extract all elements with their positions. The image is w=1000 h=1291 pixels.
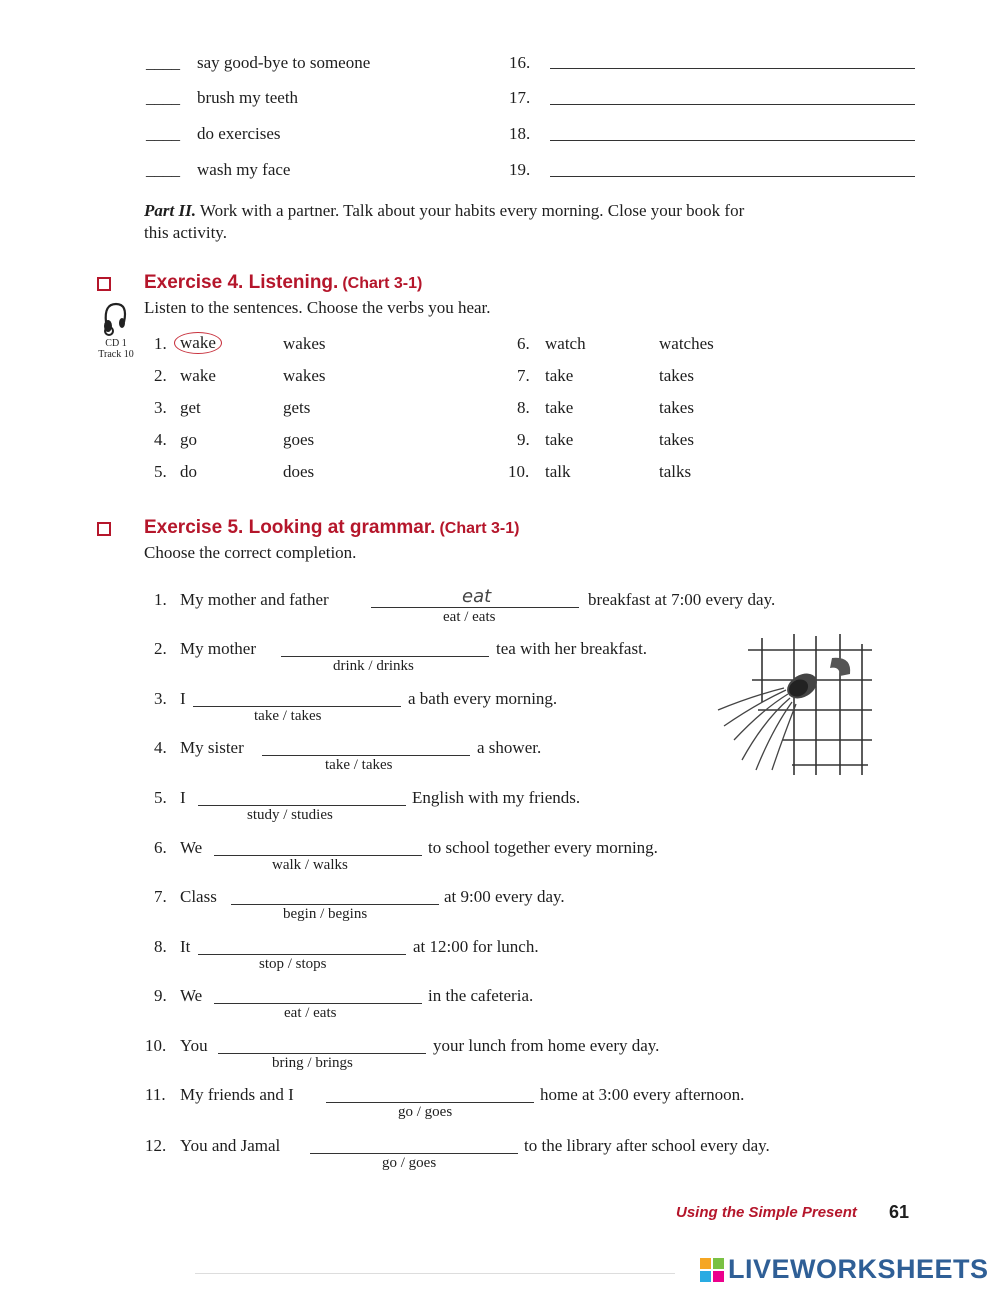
ex4-choice-a[interactable]: do <box>180 462 197 481</box>
ex4-choice-a[interactable]: take <box>545 366 574 385</box>
ex5-item-pre: We <box>180 838 203 857</box>
exercise4-title: Exercise 4. Listening. <box>144 272 339 293</box>
ex5-item-pre: I <box>180 788 186 807</box>
ex5-item-pre: You <box>180 1036 208 1055</box>
track-label: Track 10 <box>98 349 134 360</box>
ex5-item-post: at 12:00 for lunch. <box>413 937 539 956</box>
ex5-item-post: English with my friends. <box>412 788 581 807</box>
page-number: 61 <box>889 1202 910 1222</box>
ex5-hint: eat / eats <box>284 1005 337 1021</box>
ex4-choice-a[interactable]: watch <box>545 334 586 353</box>
ex5-item-post: at 9:00 every day. <box>444 887 565 906</box>
ex4-choice-b[interactable]: does <box>283 462 315 481</box>
ex5-answer[interactable]: eat <box>462 586 492 607</box>
exercise5-checkbox <box>97 522 111 536</box>
part1-item-text: wash my face <box>197 160 291 179</box>
ex5-answer-line[interactable] <box>214 855 422 856</box>
ex4-item-num: 4. <box>154 430 167 449</box>
exercise5-chart-ref: (Chart 3-1) <box>439 520 520 537</box>
exercise5-title: Exercise 5. Looking at grammar. <box>144 517 436 538</box>
ex5-item-pre: Class <box>180 887 217 906</box>
ex5-item-post: breakfast at 7:00 every day. <box>588 590 776 609</box>
ex5-hint: stop / stops <box>259 956 327 972</box>
ex5-item-pre: My sister <box>180 738 244 757</box>
divider <box>195 1273 675 1274</box>
ex4-item-num: 8. <box>517 398 530 417</box>
ex5-hint: take / takes <box>325 757 393 773</box>
ex4-item-num: 10. <box>508 462 530 481</box>
ex5-item-post: tea with her breakfast. <box>496 639 648 658</box>
ex4-choice-b[interactable]: wakes <box>283 366 326 385</box>
part1-blank[interactable]: ____ <box>146 124 180 143</box>
part1-item-num: 18. <box>509 124 531 143</box>
ex5-item-num: 8. <box>154 937 167 956</box>
ex5-hint: begin / begins <box>283 906 368 922</box>
ex5-item-pre: My friends and I <box>180 1085 294 1104</box>
ex5-answer-line[interactable] <box>371 607 579 608</box>
ex5-answer-line[interactable] <box>218 1053 426 1054</box>
cd-label: CD 1 <box>105 338 127 349</box>
ex5-item-num: 7. <box>154 887 167 906</box>
ex4-choice-a[interactable]: talk <box>545 462 571 481</box>
ex4-choice-b[interactable]: goes <box>283 430 315 449</box>
selected-answer: wake <box>174 332 222 354</box>
ex4-choice-b[interactable]: takes <box>659 430 694 449</box>
part1-item-num: 19. <box>509 160 531 179</box>
answer-line[interactable] <box>550 140 915 141</box>
part1-blank[interactable]: ____ <box>146 53 180 72</box>
ex5-item-pre: It <box>180 937 191 956</box>
ex5-item-num: 5. <box>154 788 167 807</box>
logo-square <box>700 1271 711 1282</box>
ex5-hint: take / takes <box>254 708 322 724</box>
ex5-item-post: to school together every morning. <box>428 838 658 857</box>
exercise4-checkbox <box>97 277 111 291</box>
ex4-choice-b[interactable]: gets <box>283 398 311 417</box>
ex4-item-num: 2. <box>154 366 167 385</box>
part1-blank[interactable]: ____ <box>146 160 180 179</box>
ex5-item-post: a shower. <box>477 738 542 757</box>
logo-square <box>713 1258 724 1269</box>
ex4-choice-b[interactable]: talks <box>659 462 692 481</box>
ex4-choice-a[interactable]: take <box>545 398 574 417</box>
shower-illustration <box>712 630 872 780</box>
ex5-answer-line[interactable] <box>262 755 470 756</box>
ex5-item-num: 10. <box>145 1036 167 1055</box>
ex5-hint: walk / walks <box>272 857 348 873</box>
ex5-answer-line[interactable] <box>214 1003 422 1004</box>
ex5-item-num: 1. <box>154 590 167 609</box>
ex5-item-post: home at 3:00 every afternoon. <box>540 1085 745 1104</box>
part2-label: Part II. <box>144 201 196 220</box>
part2-text: Work with a partner. Talk about your habits every morning. Close your book for <box>199 201 745 220</box>
ex5-answer-line[interactable] <box>310 1153 518 1154</box>
ex4-choice-a-selected[interactable] <box>178 332 222 354</box>
ex5-hint: go / goes <box>398 1104 453 1120</box>
ex5-answer-line[interactable] <box>193 706 401 707</box>
ex4-item-num: 5. <box>154 462 167 481</box>
ex5-item-num: 6. <box>154 838 167 857</box>
part1-item-text: say good-bye to someone <box>197 53 371 72</box>
ex4-choice-b[interactable]: takes <box>659 366 694 385</box>
ex5-answer-line[interactable] <box>326 1102 534 1103</box>
part1-item-text: do exercises <box>197 124 281 143</box>
answer-line[interactable] <box>550 68 915 69</box>
ex4-choice-b[interactable]: takes <box>659 398 694 417</box>
answer-line[interactable] <box>550 104 915 105</box>
ex4-choice-a[interactable]: go <box>180 430 197 449</box>
ex5-item-pre: My mother <box>180 639 257 658</box>
ex5-item-num: 12. <box>145 1136 167 1155</box>
ex5-item-post: in the cafeteria. <box>428 986 534 1005</box>
ex5-item-num: 4. <box>154 738 167 757</box>
ex5-item-pre: You and Jamal <box>180 1136 281 1155</box>
ex5-item-post: a bath every morning. <box>408 689 558 708</box>
ex5-item-post: your lunch from home every day. <box>433 1036 660 1055</box>
ex5-hint: study / studies <box>247 807 333 823</box>
ex4-choice-a[interactable]: get <box>180 398 201 417</box>
ex4-item-num: 7. <box>517 366 530 385</box>
ex4-item-num: 9. <box>517 430 530 449</box>
ex5-item-pre: I <box>180 689 186 708</box>
footer-title: Using the Simple Present <box>676 1204 857 1221</box>
ex4-choice-b[interactable]: wakes <box>283 334 326 353</box>
ex4-item-num: 1. <box>154 334 167 353</box>
ex4-choice-a[interactable]: wake <box>180 366 216 385</box>
exercise4-instruction: Listen to the sentences. Choose the verbs you hear. <box>144 298 491 317</box>
ex5-hint: bring / brings <box>272 1055 353 1071</box>
exercise4-heading <box>144 272 422 294</box>
liveworksheets-logo-icon <box>700 1258 724 1282</box>
ex5-item-pre: My mother and father <box>180 590 329 609</box>
logo-square <box>700 1258 711 1269</box>
ex4-item-num: 3. <box>154 398 167 417</box>
exercise5-heading <box>144 517 519 539</box>
ex5-hint: eat / eats <box>443 609 496 625</box>
ex5-answer-line[interactable] <box>198 805 406 806</box>
ex5-answer-line[interactable] <box>281 656 489 657</box>
part1-blank[interactable]: ____ <box>146 88 180 107</box>
ex5-item-num: 3. <box>154 689 167 708</box>
ex5-item-num: 11. <box>145 1085 166 1104</box>
ex5-item-pre: We <box>180 986 203 1005</box>
ex5-answer-line[interactable] <box>198 954 406 955</box>
exercise5-instruction: Choose the correct completion. <box>144 543 357 562</box>
answer-line[interactable] <box>550 176 915 177</box>
headphones-icon <box>100 300 130 336</box>
ex5-hint: drink / drinks <box>333 658 414 674</box>
ex5-item-num: 9. <box>154 986 167 1005</box>
part2-paragraph <box>144 200 924 244</box>
part1-item-num: 16. <box>509 53 531 72</box>
ex5-item-post: to the library after school every day. <box>524 1136 770 1155</box>
ex4-choice-b[interactable]: watches <box>659 334 714 353</box>
part1-item-num: 17. <box>509 88 531 107</box>
brand-name[interactable]: LIVEWORKSHEETS <box>728 1254 989 1284</box>
part1-item-text: brush my teeth <box>197 88 299 107</box>
ex5-hint: go / goes <box>382 1155 437 1171</box>
ex5-answer-line[interactable] <box>231 904 439 905</box>
logo-square <box>713 1271 724 1282</box>
part2-text-2: this activity. <box>144 223 227 242</box>
ex4-item-num: 6. <box>517 334 530 353</box>
ex5-item-num: 2. <box>154 639 167 658</box>
ex4-choice-a[interactable]: take <box>545 430 574 449</box>
exercise4-chart-ref: (Chart 3-1) <box>342 275 423 292</box>
